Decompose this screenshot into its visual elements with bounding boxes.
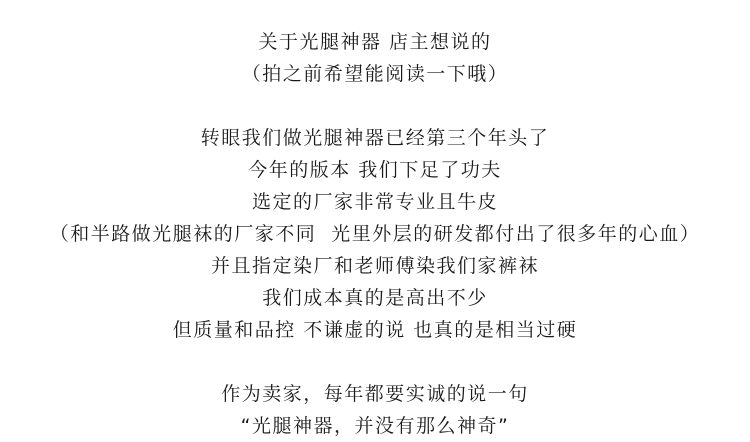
paragraph-2-line: 作为卖家，每年都要实诚的说一句 [221, 383, 529, 405]
paragraph-1-line: （和半路做光腿袜的厂家不同 光里外层的研发都付出了很多年的心血） [49, 223, 701, 245]
paragraph-2-line: “光腿神器，并没有那么神奇” [240, 415, 510, 437]
document-subtitle: （拍之前希望能阅读一下哦） [241, 63, 509, 85]
document-body [0, 26, 750, 442]
document-title: 关于光腿神器 店主想说的 [258, 31, 492, 53]
paragraph-1-line: 并且指定染厂和老师傅染我们家裤袜 [210, 255, 539, 277]
paragraph-spacer [0, 346, 750, 378]
paragraph-1-line: 我们成本真的是高出不少 [262, 287, 488, 309]
paragraph-1-line: 今年的版本 我们下足了功夫 [248, 159, 502, 181]
paragraph-1-line: 但质量和品控 不谦虚的说 也真的是相当过硬 [172, 319, 578, 341]
paragraph-spacer [0, 90, 750, 122]
paragraph-1-line: 转眼我们做光腿神器已经第三个年头了 [200, 127, 550, 149]
paragraph-1-line: 选定的厂家非常专业且牛皮 [251, 191, 498, 213]
